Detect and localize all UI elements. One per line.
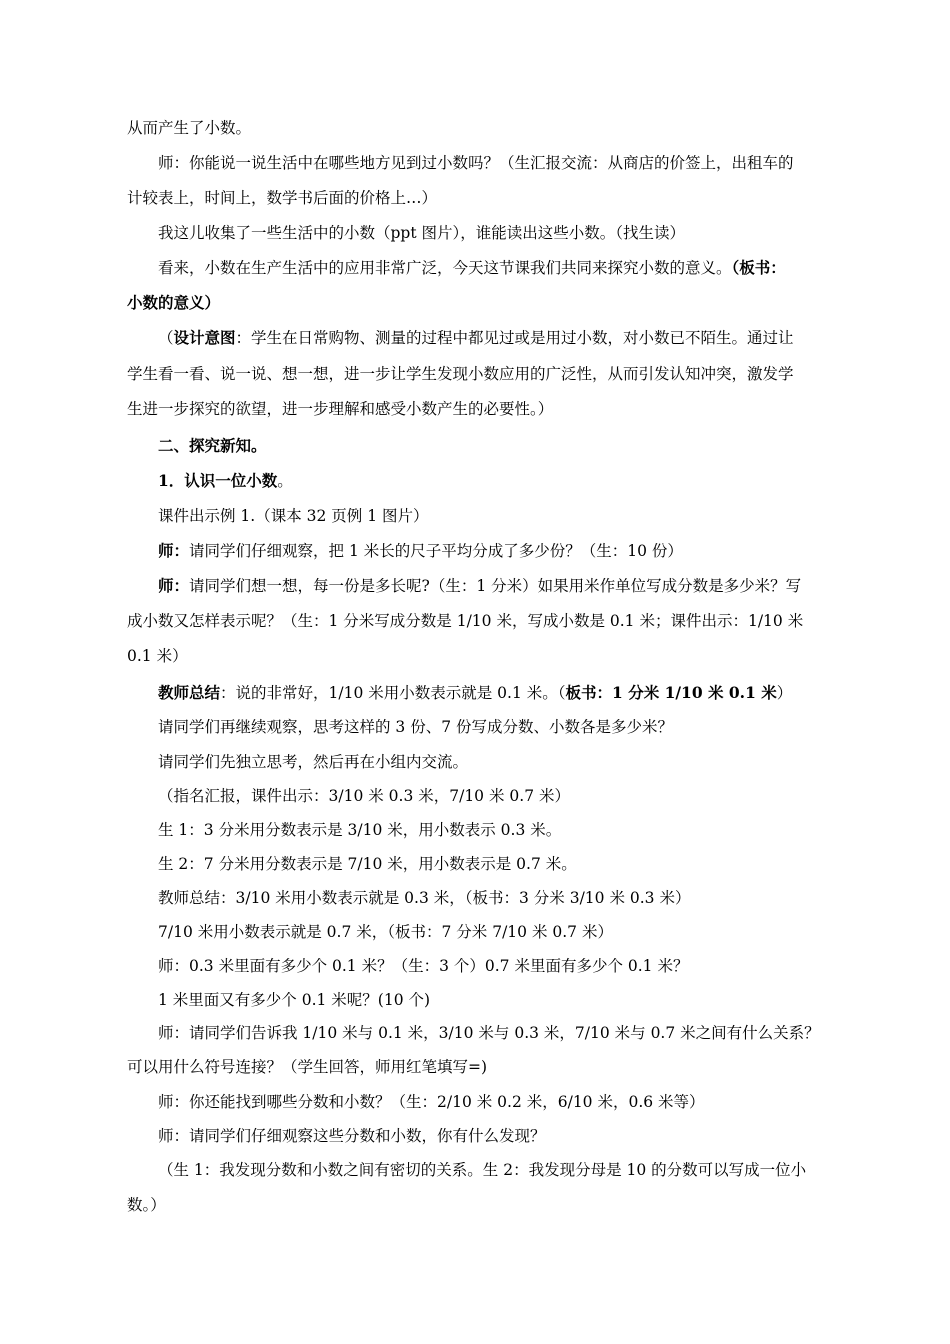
text-line: （设计意图：学生在日常购物、测量的过程中都见过或是用过小数，对小数已不陌生。通过让: [158, 328, 794, 347]
text-line: 我这儿收集了一些生活中的小数（ppt 图片），谁能读出这些小数。（找生读）: [158, 224, 686, 242]
text-line: 从而产生了小数。: [127, 119, 252, 137]
text-line: 师：请同学们仔细观察，把 1 米长的尺子平均分成了多少份？（生：10 份）: [158, 541, 683, 560]
text-line: 成小数又怎样表示呢？（生：1 分米写成分数是 1/10 米，写成小数是 0.1 米；课件出示：1/10 米: [127, 612, 804, 630]
speaker-label: 师：: [158, 576, 190, 595]
text-line: 师：你能说一说生活中在哪些地方见到过小数吗？（生汇报交流：从商店的价签上，出租车的: [158, 154, 794, 172]
text-line: 生 2：7 分米用分数表示是 7/10 米，用小数表示是 0.7 米。: [158, 855, 577, 873]
text-line: 教师总结：3/10 米用小数表示就是 0.3 米，（板书：3 分米 3/10 米 0.3 米）: [158, 889, 691, 907]
board-note: （板书：: [731, 258, 786, 277]
text-line: 课件出示例 1.（课本 32 页例 1 图片）: [158, 507, 429, 525]
text-line: 师：你还能找到哪些分数和小数？（生：2/10 米 0.2 米，6/10 米，0.6 米等）: [158, 1093, 705, 1111]
design-intent-label: 设计意图: [173, 328, 236, 347]
text-line: 教师总结：说的非常好，1/10 米用小数表示就是 0.1 米。（板书：1 分米 1/10 米 0.1 米）: [158, 683, 793, 702]
text-line: 可以用什么符号连接？（学生回答，师用红笔填写=): [127, 1058, 488, 1076]
board-note: 板书：1 分米 1/10 米 0.1 米: [565, 683, 777, 702]
subsection-heading: 1．认识一位小数。: [158, 471, 293, 490]
text-line: 师：请同学们想一想，每一份是多长呢?（生：1 分米）如果用米作单位写成分数是多少米？写: [158, 576, 802, 595]
text-line: 计较表上，时间上，数学书后面的价格上…）: [127, 189, 438, 207]
text-line: 数。）: [127, 1196, 166, 1214]
speaker-label: 师：: [158, 541, 190, 560]
text-line: 7/10 米用小数表示就是 0.7 米，（板书：7 分米 7/10 米 0.7 米）: [158, 923, 613, 941]
text-line: 1 米里面又有多少个 0.1 米呢？(10 个): [158, 991, 431, 1009]
section-heading: 二、探究新知。: [158, 436, 267, 455]
text-line: 师：请同学们告诉我 1/10 米与 0.1 米，3/10 米与 0.3 米，7/10 米与 0.7 米之间有什么关系？: [158, 1024, 820, 1042]
text-line: （指名汇报，课件出示：3/10 米 0.3 米，7/10 米 0.7 米）: [158, 787, 570, 805]
text-line: 生 1：3 分米用分数表示是 3/10 米，用小数表示 0.3 米。: [158, 821, 562, 839]
text-line: 学生看一看、说一说、想一想，进一步让学生发现小数应用的广泛性，从而引发认知冲突，激发学: [127, 365, 794, 383]
text-line: 请同学们再继续观察，思考这样的 3 份、7 份写成分数、小数各是多少米？: [158, 718, 674, 736]
text-line: 生进一步探究的欲望，进一步理解和感受小数产生的必要性。）: [127, 400, 554, 418]
text-line: 看来，小数在生产生活中的应用非常广泛，今天这节课我们共同来探究小数的意义。（板书：: [158, 258, 786, 277]
text-line: 师：请同学们仔细观察这些分数和小数，你有什么发现？: [158, 1127, 546, 1145]
text-line: （生 1：我发现分数和小数之间有密切的关系。生 2：我发现分母是 10 的分数可以写成一位小: [158, 1161, 807, 1179]
text-line: 师：0.3 米里面有多少个 0.1 米？（生：3 个）0.7 米里面有多少个 0.1 米？: [158, 957, 689, 975]
text-line: 小数的意义）: [127, 293, 221, 312]
text-line: 请同学们先独立思考，然后再在小组内交流。: [158, 753, 469, 771]
text-line: 0.1 米）: [127, 647, 188, 665]
speaker-label: 教师总结: [158, 683, 221, 702]
